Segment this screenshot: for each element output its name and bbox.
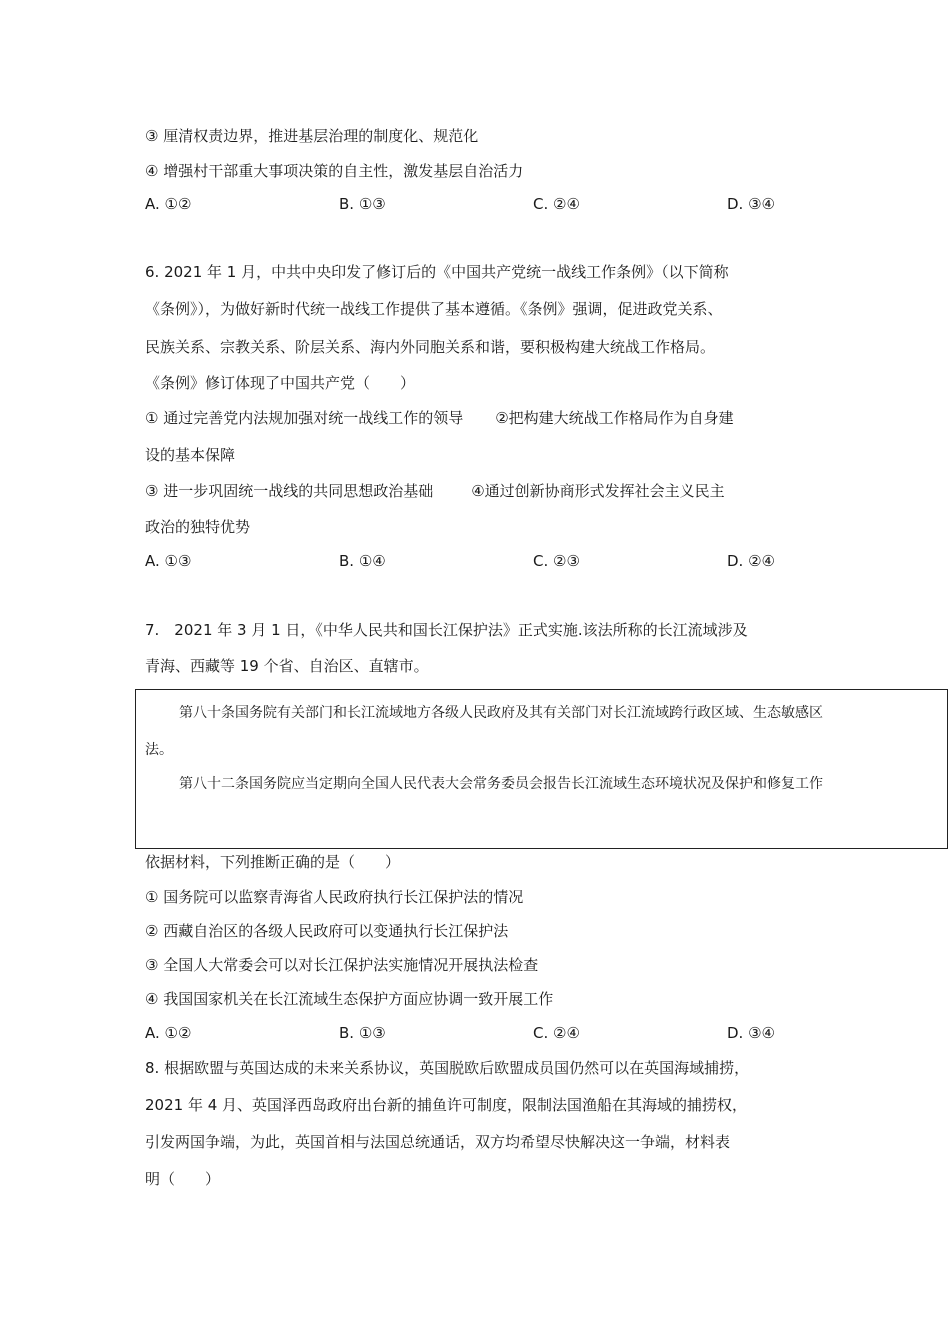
q6-option-b[interactable]: B. ①④ (339, 552, 386, 570)
q6-stem-line-2: 《条例》），为做好新时代统一战线工作提供了基本遵循。《条例》强调，促进政党关系、 (145, 300, 723, 318)
q7-material-article-82: 第八十二条国务院应当定期向全国人民代表大会常务委员会报告长江流域生态环境状况及保护和修复工作 (179, 776, 823, 792)
q5-option-b[interactable]: B. ①③ (339, 195, 386, 213)
q7-statement-3: ③ 全国人大常委会可以对长江保护法实施情况开展执法检查 (145, 956, 539, 974)
q7-question: 依据材料，下列推断正确的是（ ） (145, 853, 401, 871)
q5-option-d[interactable]: D. ③④ (727, 195, 775, 213)
q7-option-d[interactable]: D. ③④ (727, 1024, 775, 1042)
q5-option-c[interactable]: C. ②④ (533, 195, 580, 213)
q6-option-c[interactable]: C. ②③ (533, 552, 580, 570)
q7-option-a[interactable]: A. ①② (145, 1024, 192, 1042)
q7-material-box (135, 689, 948, 849)
q7-option-c[interactable]: C. ②④ (533, 1024, 580, 1042)
q7-material-article-80-cont: 法。 (145, 742, 173, 758)
q6-stem-line-1: 6. 2021 年 1 月，中共中央印发了修订后的《中国共产党统一战线工作条例》（以下简称 (145, 263, 729, 281)
q7-statement-1: ① 国务院可以监察青海省人民政府执行长江保护法的情况 (145, 888, 524, 906)
q7-option-b[interactable]: B. ①③ (339, 1024, 386, 1042)
q6-stem-line-4: 《条例》修订体现了中国共产党（ ） (145, 374, 416, 392)
q6-option-a[interactable]: A. ①③ (145, 552, 192, 570)
q7-stem-line-2: 青海、西藏等 19 个省、自治区、直辖市。 (145, 657, 429, 675)
q6-statement-2: ②把构建大统战工作格局作为自身建 (495, 409, 734, 427)
q8-stem-line-1: 8. 根据欧盟与英国达成的未来关系协议，英国脱欧后欧盟成员国仍然可以在英国海域捕捞， (145, 1059, 750, 1077)
q8-stem-line-2: 2021 年 4 月、英国泽西岛政府出台新的捕鱼许可制度，限制法国渔船在其海域的捕捞权， (145, 1096, 748, 1114)
q5-statement-4: ④ 增强村干部重大事项决策的自主性，激发基层自治活力 (145, 162, 524, 180)
q6-statement-4-cont: 政治的独特优势 (145, 518, 251, 536)
q6-statement-4: ④通过创新协商形式发挥社会主义民主 (471, 482, 725, 500)
q5-options (145, 194, 945, 214)
q8-stem-line-3: 引发两国争端，为此，英国首相与法国总统通话，双方均希望尽快解决这一争端，材料表 (145, 1133, 731, 1151)
q6-stem-line-3: 民族关系、宗教关系、阶层关系、海内外同胞关系和谐，要积极构建大统战工作格局。 (145, 338, 716, 356)
q6-option-d[interactable]: D. ②④ (727, 552, 775, 570)
q6-statement-2-cont: 设的基本保障 (145, 446, 236, 464)
q6-statement-3: ③ 进一步巩固统一战线的共同思想政治基础 (145, 482, 434, 500)
q6-statements-line-3 (145, 481, 725, 501)
q7-statement-2: ② 西藏自治区的各级人民政府可以变通执行长江保护法 (145, 922, 509, 940)
q8-stem-line-4: 明（ ） (145, 1170, 221, 1188)
q7-statement-4: ④ 我国国家机关在长江流域生态保护方面应协调一致开展工作 (145, 990, 554, 1008)
q6-statements-line-1 (145, 408, 734, 428)
q6-statement-1: ① 通过完善党内法规加强对统一战线工作的领导 (145, 409, 464, 427)
q6-options (145, 551, 945, 571)
q7-stem-line-1: 7. 2021 年 3 月 1 日，《中华人民共和国长江保护法》正式实施.该法所称的长江流域涉及 (145, 621, 748, 639)
q7-options (145, 1023, 945, 1043)
q5-statement-3: ③ 厘清权责边界，推进基层治理的制度化、规范化 (145, 127, 479, 145)
q5-option-a[interactable]: A. ①② (145, 195, 192, 213)
q7-material-article-80: 第八十条国务院有关部门和长江流域地方各级人民政府及其有关部门对长江流域跨行政区域、生态敏感区 (179, 705, 823, 721)
